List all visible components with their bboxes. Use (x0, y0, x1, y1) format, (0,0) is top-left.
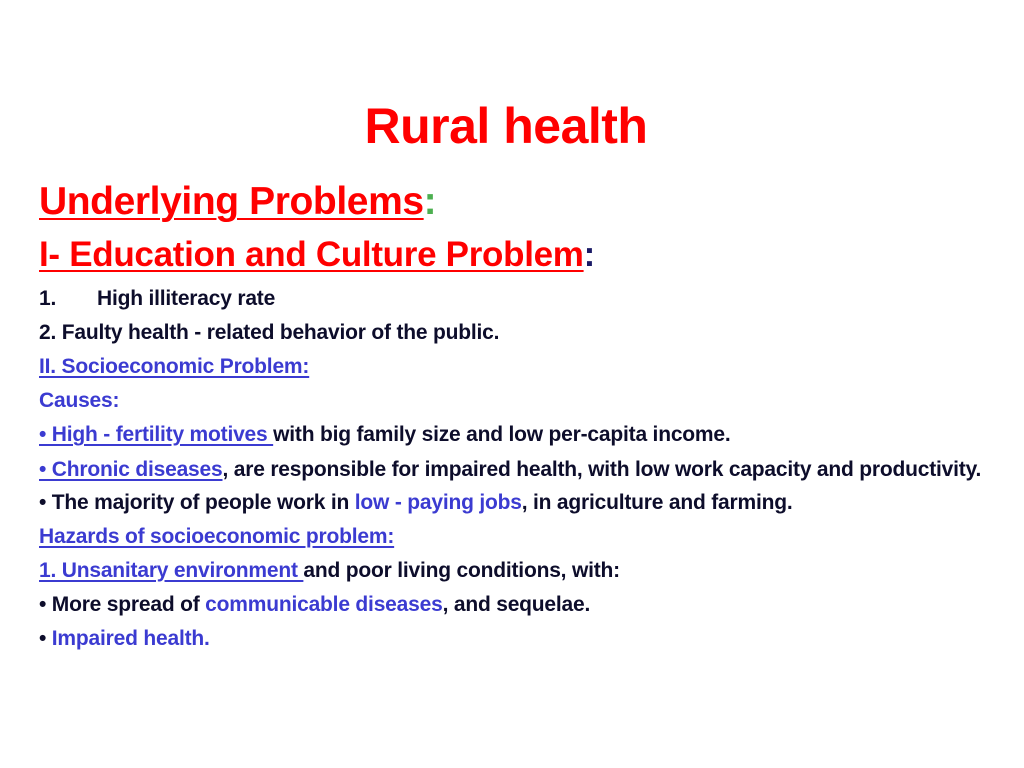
list-item-1-text: High illiteracy rate (97, 287, 276, 310)
communicable-diseases-text: communicable diseases (205, 593, 443, 616)
cause-item-2 (39, 452, 989, 486)
chronic-diseases-link[interactable]: • Chronic diseases (39, 458, 223, 481)
list-item-2: 2. Faulty health - related behavior of the public. (39, 321, 500, 344)
cause-item-1 (39, 418, 989, 452)
low-paying-jobs-text: low - paying jobs (354, 491, 522, 514)
cause-item-2-text: , are responsible for impaired health, with low work capacity and productivity. (222, 458, 982, 481)
education-culture-text: I- Education and Culture Problem (39, 235, 584, 274)
list-item-1-number: 1. (39, 287, 57, 310)
underlying-problems-heading (39, 176, 989, 228)
hazard-bullet-1-text: , and sequelae. (442, 593, 591, 616)
fertility-motives-link[interactable]: • High - fertility motives (39, 423, 274, 446)
cause-item-3-text: , in agriculture and farming. (521, 491, 793, 514)
underlying-colon: : (423, 180, 437, 223)
slide-title: Rural health (364, 98, 648, 154)
hazard-bullet-2 (39, 622, 989, 656)
hazard-bullet-2-prefix: • (39, 627, 52, 650)
underlying-problems-text: Underlying Problems (39, 180, 424, 223)
cause-item-1-text: with big family size and low per-capita income. (273, 423, 731, 446)
hazard-item-1 (39, 554, 989, 588)
causes-label: Causes: (39, 389, 120, 412)
socioeconomic-heading[interactable]: II. Socioeconomic Problem: (39, 355, 310, 378)
cause-item-3 (39, 486, 989, 520)
slide-content (39, 176, 989, 656)
hazards-heading[interactable]: Hazards of socioeconomic problem: (39, 525, 395, 548)
hazard-bullet-1-prefix: • More spread of (39, 593, 206, 616)
cause-item-3-prefix: • The majority of people work in (39, 491, 355, 514)
impaired-health-text: Impaired health. (51, 627, 210, 650)
hazard-bullet-1 (39, 588, 989, 622)
unsanitary-environment-link[interactable]: 1. Unsanitary environment (39, 559, 304, 582)
list-item-1 (39, 282, 989, 316)
hazard-item-1-text: and poor living conditions, with: (303, 559, 620, 582)
education-culture-heading (39, 228, 989, 282)
education-colon: : (583, 235, 595, 274)
